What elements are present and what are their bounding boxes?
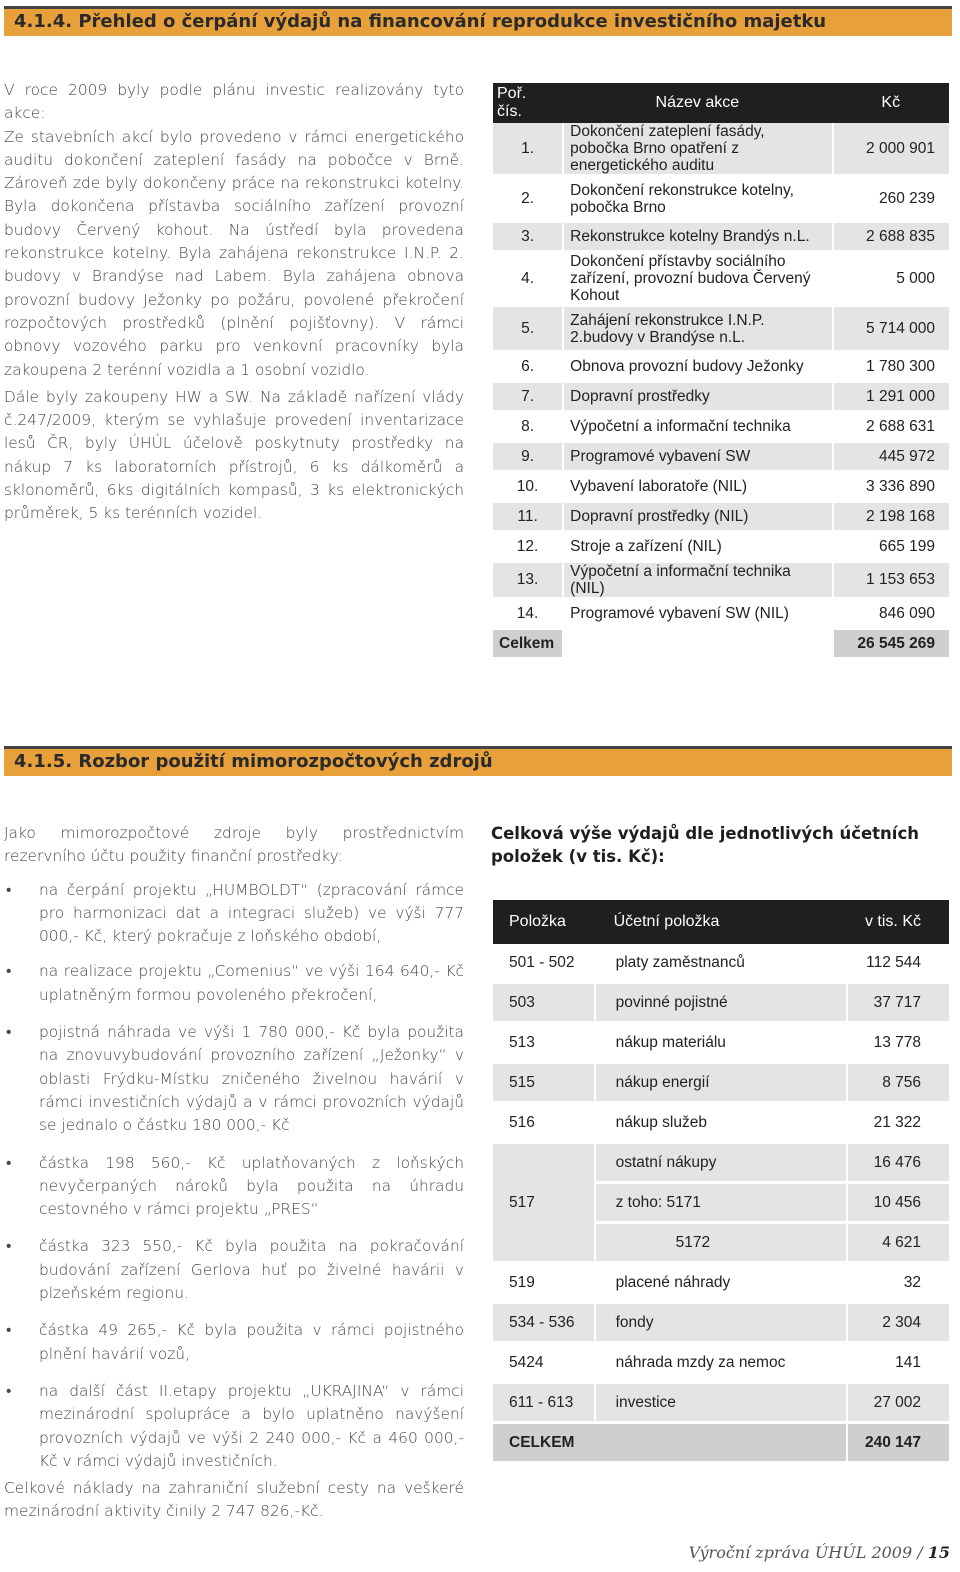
item-value: 4 621 <box>846 1224 949 1264</box>
row-number: 2. <box>493 177 562 223</box>
item-name: náhrada mzdy za nemoc <box>594 1344 846 1384</box>
row-number: 10. <box>493 473 562 503</box>
row-number: 3. <box>493 223 562 253</box>
action-name: Obnova provozní budovy Ježonky <box>562 353 832 383</box>
bullet-text: částka 323 550,- Kč byla použita na pokračování budování zařízení Gerlova huť po živelné havárii v plzeňském regionu. <box>39 1237 464 1303</box>
action-name: Dopravní prostředky <box>562 383 832 413</box>
amount: 665 199 <box>832 533 949 563</box>
action-name: Rekonstrukce kotelny Brandýs n.L. <box>562 223 832 253</box>
bullet-text: na čerpání projektu „HUMBOLDT“ (zpracování rámce pro harmonizaci dat a integraci služeb) ve výši 777 000,- Kč, který pokračuje z loňského období, <box>39 880 464 946</box>
amount: 5 000 <box>832 253 949 307</box>
table-row <box>493 353 949 383</box>
action-name: Programové vybavení SW (NIL) <box>562 600 832 630</box>
bullet-text: částka 198 560,- Kč uplatňovaných z loňských nevyčerpaných nároků byla použita na úhradu cestovného v rámci projektu „PRES“ <box>39 1153 464 1219</box>
bullet-icon: • <box>6 1153 12 1172</box>
table-row <box>493 413 949 443</box>
page-footer <box>689 1543 950 1562</box>
table-row <box>493 563 949 600</box>
bullet-list <box>4 879 464 1474</box>
item-code: 519 <box>493 1264 594 1304</box>
action-name: Programové vybavení SW <box>562 443 832 473</box>
bullet-text: částka 49 265,- Kč byla použita v rámci pojistného plnění havárií vozů, <box>39 1321 464 1363</box>
table-row <box>493 1384 949 1424</box>
row-number: 4. <box>493 253 562 307</box>
action-name: Dokončení zateplení fasády, pobočka Brno opatření z energetického auditu <box>562 123 832 177</box>
table-row <box>493 533 949 563</box>
table-row <box>493 443 949 473</box>
table-header-row <box>493 900 949 944</box>
bullet-icon: • <box>6 880 12 899</box>
page-number: 15 <box>927 1543 950 1562</box>
action-name: Stroje a zařízení (NIL) <box>562 533 832 563</box>
row-number: 1. <box>493 123 562 177</box>
item-value: 112 544 <box>846 944 949 984</box>
item-name: nákup materiálu <box>594 1024 846 1064</box>
item-code: 503 <box>493 984 594 1024</box>
table-title: Celková výše výdajů dle jednotlivých účetních položek (v tis. Kč): <box>491 824 919 866</box>
footer-text: Výroční zpráva ÚHÚL 2009 / <box>688 1543 928 1562</box>
item-code: 516 <box>493 1104 594 1144</box>
amount: 846 090 <box>832 600 949 630</box>
paragraph: V roce 2009 byly podle plánu investic realizovány tyto akce: <box>4 81 464 123</box>
item-name: 5172 <box>594 1224 846 1264</box>
column-header: Položka <box>493 900 594 944</box>
row-number: 8. <box>493 413 562 443</box>
table-row <box>493 984 949 1024</box>
row-number: 12. <box>493 533 562 563</box>
item-code: 534 - 536 <box>493 1304 594 1344</box>
bullet-item <box>4 1380 464 1473</box>
investment-table <box>493 83 949 660</box>
action-name: Vybavení laboratoře (NIL) <box>562 473 832 503</box>
item-name: platy zaměstnanců <box>594 944 846 984</box>
paragraph: Ze stavebních akcí bylo provedeno v rámci energetického auditu dokončení zateplení fasády na pobočce v Brně. Zároveň zde byly dokončeny práce na rekonstrukci kotelny. Byla dokončena přístavba sociálního zařízení provozní budovy Červený kohout. Na ústředí byla provedena rekonstrukce kotelny. Byla zahájena rekonstrukce I.N.P. 2. budovy v Brandýse nad Labem. Byla zahájena obnova provozní budovy Ježonky po požáru, povolené překročení rozpočtových prostředků (plnění pojišťovny). V rámci obnovy vozového parku pro venkovní pracovníky byla zakoupena 2 terénní vozidla a 1 osobní vozidlo. <box>4 127 464 379</box>
item-value: 21 322 <box>846 1104 949 1144</box>
item-value: 10 456 <box>846 1184 949 1224</box>
bullet-item <box>4 1152 464 1222</box>
expense-table-body <box>493 944 949 1464</box>
item-value: 37 717 <box>846 984 949 1024</box>
item-code: 501 - 502 <box>493 944 594 984</box>
amount: 2 688 631 <box>832 413 949 443</box>
table-row <box>493 473 949 503</box>
item-value: 16 476 <box>846 1144 949 1184</box>
table-row <box>493 253 949 307</box>
action-name: Zahájení rekonstrukce I.N.P. 2.budovy v Brandýse n.L. <box>562 307 832 353</box>
table-row <box>493 1264 949 1304</box>
item-code: 611 - 613 <box>493 1384 594 1424</box>
item-name: placené náhrady <box>594 1264 846 1304</box>
row-number: 5. <box>493 307 562 353</box>
amount: 5 714 000 <box>832 307 949 353</box>
bullet-text: na další část II.etapy projektu „UKRAJINA“ v rámci mezinárodní spolupráce a bylo uplatněno navýšení provozních výdajů ve výši 2 240 000,- Kč a 460 000,- Kč v rámci výdajů investičních. <box>39 1381 464 1470</box>
item-name: nákup služeb <box>594 1104 846 1144</box>
section-heading: 4.1.5. Rozbor použití mimorozpočtových zdrojů <box>14 751 493 772</box>
bullet-icon: • <box>6 1321 12 1340</box>
action-name: Dopravní prostředky (NIL) <box>562 503 832 533</box>
amount: 2 688 835 <box>832 223 949 253</box>
total-amount: 240 147 <box>846 1424 949 1464</box>
table-row <box>493 1064 949 1104</box>
bullet-icon: • <box>6 962 12 981</box>
amount: 1 291 000 <box>832 383 949 413</box>
section-heading: 4.1.4. Přehled o čerpání výdajů na financování reprodukce investičního majetku <box>14 11 827 32</box>
row-number: 11. <box>493 503 562 533</box>
investment-table-body <box>493 123 949 660</box>
bullet-item <box>4 1319 464 1366</box>
expense-table <box>493 900 949 1464</box>
table-row <box>493 307 949 353</box>
table-row <box>493 383 949 413</box>
item-value: 32 <box>846 1264 949 1304</box>
bullet-item <box>4 879 464 949</box>
paragraph: Dále byly zakoupeny HW a SW. Na základě nařízení vlády č.247/2009, kterým se vyhlašuje provedení inventarizace lesů ČR, byly ÚHÚL účelově poskytnuty prostředky na nákup 7 ks laboratorních přístrojů, 6 ks dálkoměrů a sklonoměrů, 6ks digitálních kompasů, 3 ks elektronických průměrek, 5 ks terénních vozidel. <box>4 387 464 523</box>
table-row <box>493 177 949 223</box>
action-name: Výpočetní a informační technika <box>562 413 832 443</box>
total-label: CELKEM <box>493 1424 846 1464</box>
row-number: 13. <box>493 563 562 600</box>
total-amount: 26 545 269 <box>832 630 949 660</box>
item-name: nákup energií <box>594 1064 846 1104</box>
item-name: ostatní nákupy <box>594 1144 846 1184</box>
amount: 2 198 168 <box>832 503 949 533</box>
section-heading-bar <box>4 6 952 36</box>
amount: 445 972 <box>832 443 949 473</box>
item-name: povinné pojistné <box>594 984 846 1024</box>
item-value: 8 756 <box>846 1064 949 1104</box>
table-row <box>493 123 949 177</box>
row-number: 14. <box>493 600 562 630</box>
item-value: 141 <box>846 1344 949 1384</box>
bullet-icon: • <box>6 1023 12 1042</box>
amount: 260 239 <box>832 177 949 223</box>
action-name: Dokončení rekonstrukce kotelny, pobočka Brno <box>562 177 832 223</box>
table-row <box>493 223 949 253</box>
row-number: 7. <box>493 383 562 413</box>
item-value: 13 778 <box>846 1024 949 1064</box>
column-header: Poř. čís. <box>493 83 562 123</box>
action-name: Dokončení přístavby sociálního zařízení, provozní budova Červený Kohout <box>562 253 832 307</box>
bullet-item <box>4 1235 464 1305</box>
paragraph: Celkové náklady na zahraniční služební cesty na veškeré mezinárodní aktivity činily 2 747 826,-Kč. <box>4 1479 464 1521</box>
item-value: 27 002 <box>846 1384 949 1424</box>
row-number: 6. <box>493 353 562 383</box>
total-row <box>493 630 949 660</box>
table-row <box>493 503 949 533</box>
column-header: Kč <box>832 83 949 123</box>
item-name: z toho: 5171 <box>594 1184 846 1224</box>
column-header: Název akce <box>562 83 832 123</box>
total-row <box>493 1424 949 1464</box>
bullet-text: pojistná náhrada ve výši 1 780 000,- Kč byla použita na znovuvybudování provozního zařízení „Ježonky“ v oblasti Frýdku-Místku zničeného živelnou havárií v rámci investičních výdajů a v rámci provozních výdajů se jednalo o částku 180 000,- Kč <box>39 1023 464 1135</box>
bullet-icon: • <box>6 1381 12 1400</box>
table-row <box>493 1024 949 1064</box>
paragraph: Jako mimorozpočtové zdroje byly prostřednictvím rezervního účtu použity finanční prostředky: <box>4 824 464 866</box>
table-row <box>493 1304 949 1344</box>
amount: 3 336 890 <box>832 473 949 503</box>
item-code: 517 <box>493 1144 594 1264</box>
total-label: Celkem <box>493 630 562 660</box>
section1-text <box>4 79 464 526</box>
bullet-text: na realizace projektu „Comenius“ ve výši 164 640,- Kč uplatněným formou povoleného překročení, <box>39 962 464 1004</box>
item-value: 2 304 <box>846 1304 949 1344</box>
item-code: 5424 <box>493 1344 594 1384</box>
column-header: Účetní položka <box>594 900 846 944</box>
total-spacer <box>562 630 832 660</box>
section2-text <box>4 822 464 1524</box>
bullet-item <box>4 1021 464 1137</box>
section-heading-bar <box>4 746 952 776</box>
amount: 1 153 653 <box>832 563 949 600</box>
action-name: Výpočetní a informační technika (NIL) <box>562 563 832 600</box>
amount: 1 780 300 <box>832 353 949 383</box>
table-row <box>493 944 949 984</box>
item-name: fondy <box>594 1304 846 1344</box>
bullet-item <box>4 960 464 1007</box>
item-name: investice <box>594 1384 846 1424</box>
item-code: 513 <box>493 1024 594 1064</box>
row-number: 9. <box>493 443 562 473</box>
table-row <box>493 1144 949 1184</box>
amount: 2 000 901 <box>832 123 949 177</box>
table-header-row <box>493 83 949 123</box>
column-header: v tis. Kč <box>846 900 949 944</box>
table-row <box>493 600 949 630</box>
bullet-icon: • <box>6 1237 12 1256</box>
table-row <box>493 1344 949 1384</box>
item-code: 515 <box>493 1064 594 1104</box>
table-row <box>493 1104 949 1144</box>
